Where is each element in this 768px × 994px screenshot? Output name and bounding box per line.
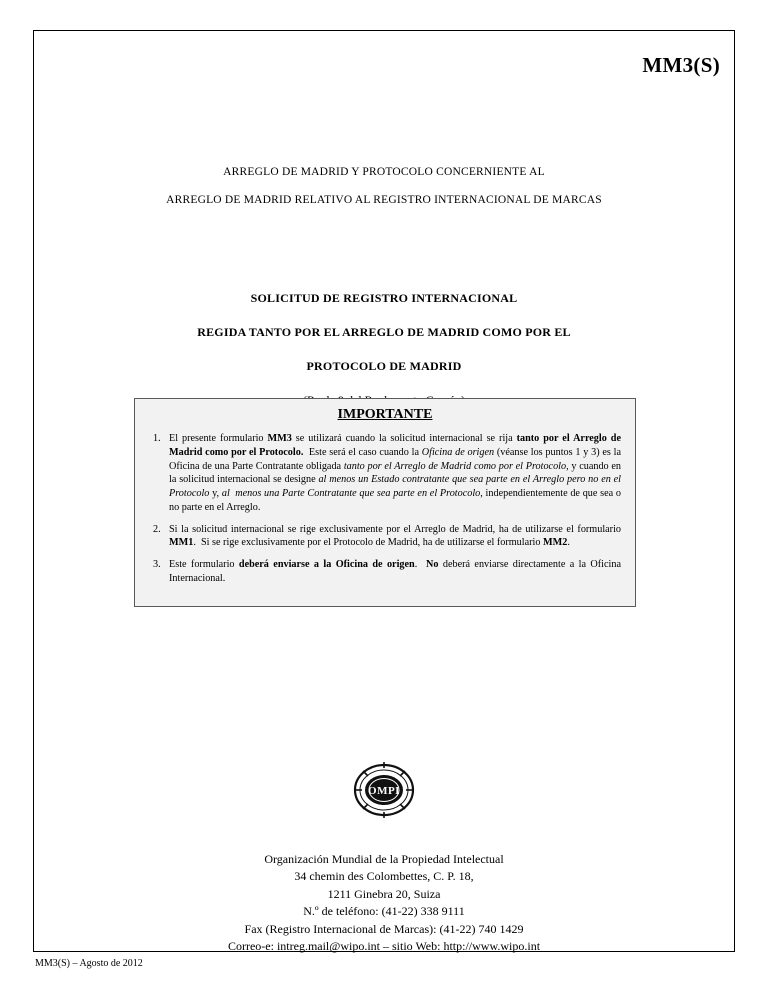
document-title (34, 291, 734, 408)
document-page (33, 30, 735, 952)
note-text: El presente formulario MM3 se utilizará cuando la solicitud internacional se rija tanto por el Arreglo de Madrid como por el Protocolo. Este será el caso cuando la Oficina de origen (véanse los puntos 1 y 3) es la Oficina de una Parte Contratante obligada tanto por el Arreglo de Madrid como por el Protocolo, y cuando en la solicitud internacional se designe al menos un Estado contratante que sea parte en el Arreglo pero no en el Protocolo y, al menos una Parte Contratante que sea parte en el Protocolo, independientemente de que sea o no parte en el Arreglo. (169, 433, 622, 513)
important-notice-title: IMPORTANTE (337, 407, 433, 422)
form-code-header: MM3(S) (642, 53, 720, 77)
wipo-ompi-logo-icon (353, 759, 415, 826)
document-title-line-3: PROTOCOLO DE MADRID (306, 359, 462, 373)
wipo-address-block (34, 851, 734, 955)
document-title-line-2: REGIDA TANTO POR EL ARREGLO DE MADRID COMO POR EL (197, 325, 571, 339)
logo-container (34, 759, 734, 826)
important-note-item (149, 432, 621, 515)
address-line-organization: Organización Mundial de la Propiedad Intelectual (264, 852, 504, 866)
note-text: Este formulario deberá enviarse a la Oficina de origen. No deberá enviarse directamente a la Oficina Internacional. (169, 559, 621, 584)
address-line-street: 34 chemin des Colombettes, C. P. 18, (294, 869, 474, 884)
address-line-email-web: Correo-e: intreg.mail@wipo.int – sitio Web: http://www.wipo.int (227, 938, 541, 953)
note-number: 2. (153, 523, 161, 535)
document-title-line-1: SOLICITUD DE REGISTRO INTERNACIONAL (250, 291, 518, 305)
treaty-heading (34, 166, 734, 222)
important-note-item (149, 558, 621, 586)
note-number: 1. (153, 433, 161, 444)
note-number: 3. (153, 559, 161, 571)
footer-form-code: MM3(S) – Agosto de 2012 (35, 958, 143, 969)
note-text: Si la solicitud internacional se rige exclusivamente por el Arreglo de Madrid, ha de utilizarse el formulario MM1. Si se rige exclusivamente por el Protocolo de Madrid, ha de utilizarse el formulario MM2. (169, 523, 621, 549)
address-line-phone: N.º de teléfono: (41-22) 338 9111 (303, 904, 465, 919)
treaty-heading-line-2: ARREGLO DE MADRID RELATIVO AL REGISTRO INTERNACIONAL DE MARCAS (166, 194, 602, 206)
address-line-fax: Fax (Registro Internacional de Marcas): (41-22) 740 1429 (244, 921, 524, 936)
address-line-city: 1211 Ginebra 20, Suiza (327, 886, 441, 901)
svg-text:OMPI: OMPI (368, 785, 400, 797)
treaty-heading-line-1: ARREGLO DE MADRID Y PROTOCOLO CONCERNIENTE AL (223, 166, 545, 178)
important-note-item (149, 523, 621, 551)
important-notice-box (134, 398, 636, 607)
